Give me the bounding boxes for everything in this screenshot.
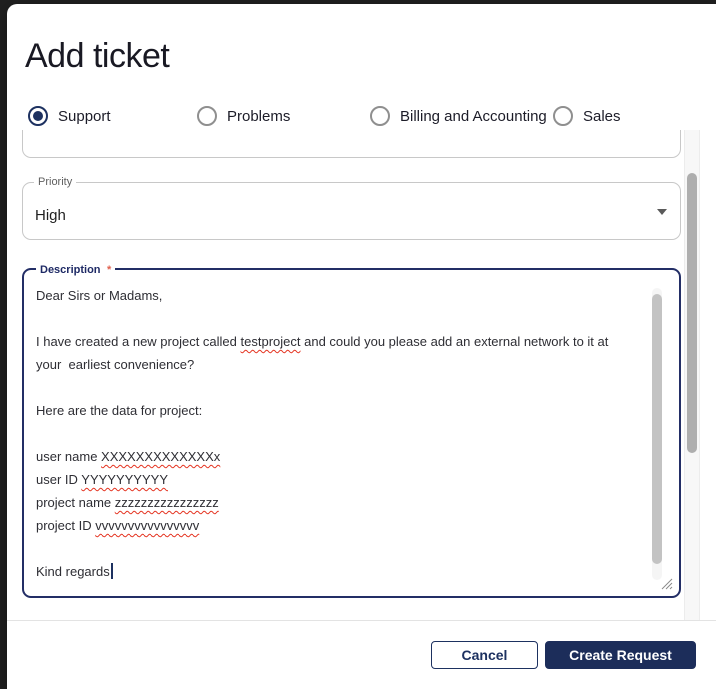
radio-category-problems[interactable] bbox=[197, 105, 290, 127]
description-line: Here are the data for project: bbox=[36, 403, 203, 418]
description-text[interactable] bbox=[36, 284, 639, 583]
radio-unselected-icon[interactable] bbox=[370, 106, 390, 126]
description-line: Kind regards bbox=[36, 560, 639, 583]
description-line bbox=[36, 376, 639, 399]
textarea-scrollbar-track[interactable] bbox=[652, 288, 662, 580]
radio-label: Problems bbox=[227, 107, 291, 125]
footer bbox=[7, 621, 716, 689]
radio-selected-icon[interactable] bbox=[28, 106, 48, 126]
description-line bbox=[36, 537, 639, 560]
description-line: your earliest convenience? bbox=[36, 357, 195, 372]
radio-category-billing-and-accounting[interactable] bbox=[370, 105, 547, 127]
required-asterisk: * bbox=[106, 264, 112, 276]
description-line: project name zzzzzzzzzzzzzzzz bbox=[36, 495, 219, 510]
description-line bbox=[36, 307, 639, 330]
cutoff-field-partial[interactable] bbox=[22, 130, 681, 158]
cancel-button[interactable]: Cancel bbox=[431, 641, 538, 669]
radio-category-support[interactable] bbox=[28, 105, 111, 127]
description-textarea-field[interactable] bbox=[22, 264, 681, 598]
radio-label: Sales bbox=[583, 107, 621, 125]
radio-unselected-icon[interactable] bbox=[553, 106, 573, 126]
page-title: Add ticket bbox=[25, 37, 170, 75]
add-ticket-modal bbox=[7, 4, 716, 689]
modal-scrollbar-track[interactable] bbox=[684, 130, 700, 620]
description-line bbox=[36, 422, 639, 445]
description-field-label-wrap bbox=[36, 262, 115, 277]
description-line: user ID YYYYYYYYYY bbox=[36, 472, 168, 487]
create-request-button[interactable]: Create Request bbox=[545, 641, 696, 669]
description-field-label: Description bbox=[40, 264, 101, 276]
modal-scrollbar-thumb[interactable] bbox=[687, 173, 697, 453]
radio-label: Billing and Accounting bbox=[400, 107, 547, 125]
description-line: Dear Sirs or Madams, bbox=[36, 288, 163, 303]
description-line: project ID vvvvvvvvvvvvvvvv bbox=[36, 518, 200, 533]
priority-selected-value: High bbox=[35, 207, 66, 224]
resize-handle-icon[interactable] bbox=[661, 578, 673, 590]
priority-select-field[interactable] bbox=[22, 176, 681, 240]
radio-category-sales[interactable] bbox=[553, 105, 621, 127]
description-line: I have created a new project called testproject and could you please add an external network to it at bbox=[36, 334, 609, 349]
chevron-down-icon[interactable] bbox=[657, 209, 667, 215]
description-line: user name XXXXXXXXXXXXXx bbox=[36, 449, 221, 464]
radio-label: Support bbox=[58, 107, 111, 125]
modal-scroll-area bbox=[7, 130, 684, 620]
radio-unselected-icon[interactable] bbox=[197, 106, 217, 126]
text-caret bbox=[111, 563, 113, 579]
priority-field-label: Priority bbox=[34, 176, 76, 189]
textarea-scrollbar-thumb[interactable] bbox=[652, 294, 662, 564]
